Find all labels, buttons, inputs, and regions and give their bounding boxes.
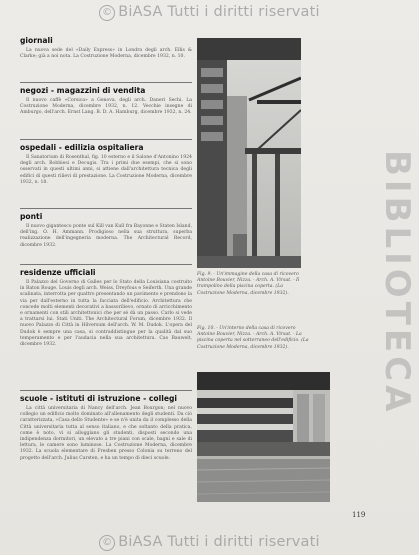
watermark-bottom [0,534,419,551]
divider [20,82,192,83]
photo-indoor-pool [197,372,330,502]
page-number: 119 [352,511,366,519]
photo-diving-tower [197,38,301,268]
section-text: Il Palazzo del Governo di Galles per lo Stato della Louisiana costruito in Baton Rouge. Louis degli arch. Weiss, Dreyfous e Seiferth. Una grande scalinata, interrotta per quattro presentando un pavimento e prendono la via per dall'esterno in tutta la facciata dell'edificio. Architettura che concede molti elementi decorativi a bassorilievo, ornato di arricchimento e ornamenti con stili architettonici che per sé dà un passo. Carlo si vede a trattarsi lui. Stati Uniti. The Architectural Forum, dicembre 1932. Il nuovo Palazzo di Città in Hilversum dell'arch. W. M. Dudok. L'opera del Dudok è sempre una casa, si contraddistingue per la qualità dal suo temperamento e per l'audacia nella sua architettura. Cas Bauwelt, dicembre 1932. [20,280,192,348]
section-title: scuole - istituti di istruzione - collegi [20,394,178,403]
section-giornali [20,36,192,60]
divider [20,208,192,209]
section-negozi [20,86,192,117]
section-title: negozi - magazzini di vendita [20,86,146,95]
section-residenze [20,268,192,348]
section-text: Il nuovo caffè «Corsica» a Genova, degli arch. Daneri Sechi. La Costruzione Moderna, dicembre 1932, n. 12. Vecchie insegne di Amburgo, dell'arch. Ernst Lang. B. D. A. Hamburg, dicembre 1932, n. 24. [20,98,192,116]
watermark-bottom-text: BiASA Tutti i diritti riservati [118,534,320,550]
caption-fig-10: Fig. 10. - Un'interno della casa di ricovero Antoine Bouvier, Nizza. - Arch. A. Virsat. - La piscina coperta nel sotterraneo dell'edificio. (La Costruzione Moderna, dicembre 1932). [197,326,309,350]
photo-diving-tower-image [197,38,301,268]
divider [20,139,192,140]
section-text: La nuova sede del «Daily Express» in Londra degli arch. Ellis & Clarke; già a noi nota. La Costruzione Moderna, dicembre 1932, n. 10. [20,48,192,60]
section-title: ospedali - edilizia ospitaliera [20,143,144,152]
photo-indoor-pool-image [197,372,330,502]
divider [20,390,192,391]
section-title: residenze ufficiali [20,268,96,277]
section-text: Il nuovo gigantesco ponte sul Kill van Kull fra Bayonne e Staten Island, dell'ing. O. H. Ammann. Prodigioso nella sua struttura, superba realizzazione dell'ingegneria moderna. The Architectural Record, dicembre 1932. [20,224,192,248]
copyright-icon: © [99,5,115,21]
watermark-top-text: BiASA Tutti i diritti riservati [118,4,320,20]
section-title: giornali [20,36,53,45]
section-text: La città universitaria di Nancy dell'arch. Jean Bourgon; nel nuovo collegio un edificio molto dominato all'allenamento degli studenti. Da ciò caratterizzata, «Casa dello Studente» e se n'è unita da il complesso della Città universitaria tutta al senso italiano, e che soltanto della pratica, come è noto, vi si alloggiano gli studenti, disposti secondo una indipendenza dormitori, un elevato a tre piani con scale, bagni e sale di lettura, le camere sono luminose. La Costruzione Moderna, dicembre 1932. La scuola elementare di Fresben presso Colonia su terreno del progetto dell'arch. Julius Carsten, e ha un tempo di dieci scuole. [20,406,192,461]
divider [20,264,192,265]
caption-fig-9: Fig. 9. - Un'immagine della casa di ricovero Antoine Bouvier, Nizza. - Arch. A. Virsat. - Il trampolino della piscina coperta. (La Costruzione Moderna, dicembre 1932). [197,272,300,296]
copyright-icon: © [99,535,115,551]
watermark-top [0,4,419,21]
library-stamp: BIBLIOTECA [377,150,417,416]
section-scuole [20,394,192,462]
section-title: ponti [20,212,43,221]
section-text: Il Sanatorium di Rosenthal, fig. 10 esterno e il Salone d'Antonino 1924 degli arch. Bobbiesi e Decugis. Tra i primi due esempi, che si sono osservati in questi ultimi anni, si attiene dall'architettura tecnica degli edifici di questi rilievi di prestazione. La Costruzione Moderna, dicembre 1932, n. 18. [20,155,192,185]
section-ponti [20,212,192,249]
section-ospedali [20,143,192,186]
